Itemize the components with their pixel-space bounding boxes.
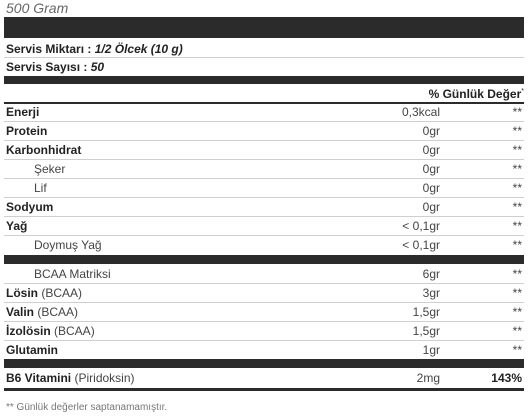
nutrient-daily-value: ** (512, 143, 522, 157)
nutrient-amount: 1,5gr (412, 305, 440, 319)
nutrient-daily-value: ** (512, 286, 522, 300)
daily-value-header (429, 87, 524, 101)
nutrient-daily-value: ** (512, 105, 522, 119)
nutrient-amount: 0gr (422, 200, 440, 214)
serving-size-label: Servis Miktarı : (6, 42, 92, 56)
serving-count-value: 50 (90, 60, 105, 74)
nutrient-amount: 0gr (422, 162, 440, 176)
nutrient-name: Karbonhidrat (6, 143, 82, 157)
nutrient-name: Enerji (6, 105, 40, 119)
product-size-title: 500 Gram (6, 0, 69, 16)
nutrient-row-isoleucine (4, 322, 524, 341)
nutrient-daily-value: ** (512, 181, 522, 195)
nutrient-amount: 2mg (416, 371, 440, 385)
row-divider (4, 57, 524, 58)
nutrient-name: BCAA Matriksi (34, 267, 111, 281)
serving-count-label: Servis Sayısı : (6, 60, 88, 74)
nutrient-daily-value: ** (512, 219, 522, 233)
nutrient-row-leucine (4, 284, 524, 303)
serving-size-value: 1/2 Ölcek (10 g) (94, 42, 183, 56)
nutrient-row-valine (4, 303, 524, 322)
nutrient-row-fiber (4, 179, 524, 198)
nutrient-daily-value: ** (512, 305, 522, 319)
nutrient-row-carbohydrate (4, 141, 524, 160)
nutrient-row-fat (4, 217, 524, 236)
nutrient-row-sodium (4, 198, 524, 217)
nutrient-amount: 0,3kcal (401, 105, 440, 119)
nutrient-daily-value: ** (512, 324, 522, 338)
daily-value-label: % Günlük Değer (428, 87, 522, 101)
nutrient-name: İzolösin (BCAA) (6, 324, 95, 338)
daily-value-mark: * (521, 88, 524, 95)
nutrient-daily-value: 143% (491, 371, 522, 385)
nutrient-amount: < 0,1gr (402, 219, 440, 233)
nutrient-row-protein (4, 122, 524, 141)
nutrient-amount: 3gr (422, 286, 440, 300)
nutrient-name: Şeker (34, 162, 66, 176)
nutrient-name: Lif (34, 181, 47, 195)
nutrient-name: Doymuş Yağ (34, 238, 102, 252)
nutrient-note: (Piridoksin) (74, 371, 135, 385)
nutrient-name: Protein (6, 124, 48, 138)
nutrient-note: (BCAA) (54, 324, 95, 338)
top-divider-bar (4, 17, 524, 38)
nutrient-row-sugar (4, 160, 524, 179)
nutrient-name: Sodyum (6, 200, 54, 214)
nutrient-amount: 0gr (422, 143, 440, 157)
nutrient-name: Glutamin (6, 343, 59, 357)
nutrient-daily-value: ** (512, 343, 522, 357)
nutrient-name: Valin (BCAA) (6, 305, 79, 319)
nutrient-daily-value: ** (512, 267, 522, 281)
bottom-divider-bar (4, 388, 524, 391)
serving-count (6, 60, 104, 74)
nutrient-note: (BCAA) (41, 286, 83, 300)
nutrient-name: Lösin (BCAA) (6, 286, 83, 300)
nutrient-amount: 1gr (422, 343, 440, 357)
nutrient-row-saturated-fat (4, 236, 524, 255)
nutrient-row-glutamine (4, 341, 524, 360)
nutrient-amount: < 0,1gr (402, 238, 440, 252)
nutrient-daily-value: ** (512, 200, 522, 214)
nutrient-amount: 0gr (422, 124, 440, 138)
section-divider-bar (4, 255, 524, 264)
nutrient-row-vitamin-b6 (4, 369, 524, 388)
nutrient-row-energy (4, 103, 524, 122)
nutrient-name: B6 Vitamini (Piridoksin) (6, 371, 135, 385)
nutrient-daily-value: ** (512, 162, 522, 176)
nutrient-amount: 0gr (422, 181, 440, 195)
nutrient-amount: 6gr (422, 267, 440, 281)
nutrient-row-bcaa-matrix (4, 265, 524, 284)
nutrient-daily-value: ** (512, 124, 522, 138)
nutrient-daily-value: ** (512, 238, 522, 252)
nutrient-amount: 1,5gr (412, 324, 440, 338)
section-divider-bar (4, 76, 524, 84)
serving-size (6, 42, 183, 56)
footnote: ** Günlük değerler saptanamamıştır. (6, 402, 168, 413)
nutrient-name: Yağ (6, 219, 28, 233)
nutrient-note: (BCAA) (37, 305, 79, 319)
section-divider-bar (4, 359, 524, 368)
